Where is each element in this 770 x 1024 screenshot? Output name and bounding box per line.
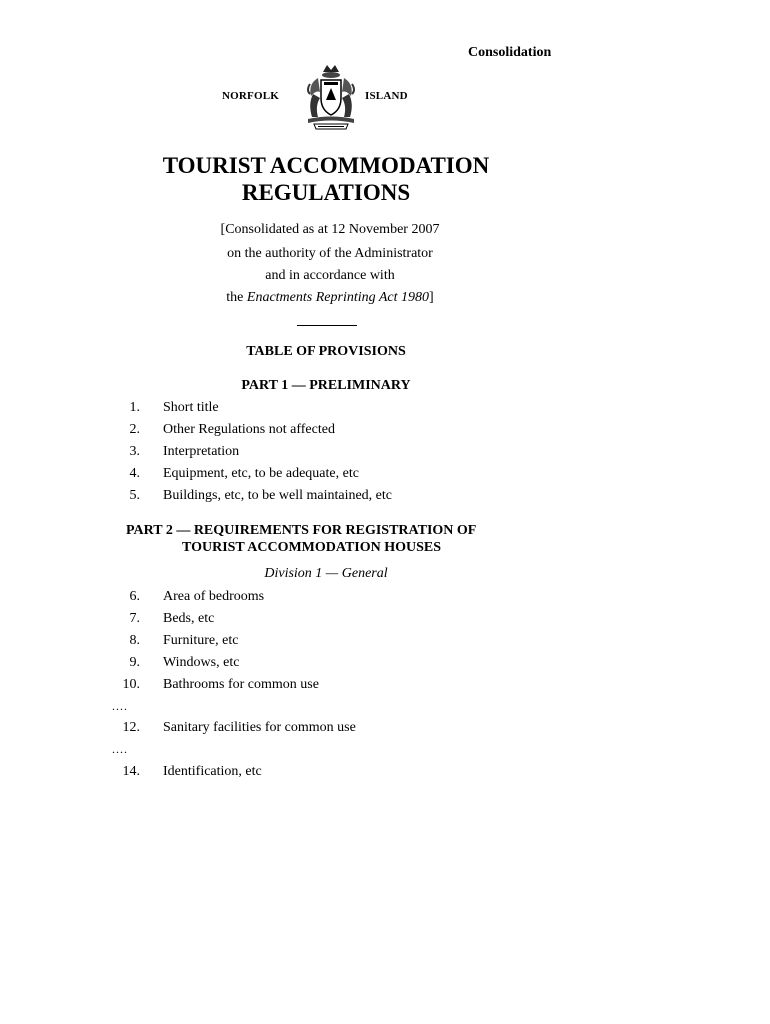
provision-heading: Beds, etc	[163, 611, 215, 626]
division-heading: Division 1 — General	[264, 566, 388, 581]
title-line-1: TOURIST ACCOMMODATION	[162, 153, 490, 178]
provision-row	[0, 655, 700, 675]
state-name-left: NORFOLK	[222, 90, 280, 102]
provision-row	[0, 589, 700, 609]
provision-heading: Identification, etc	[163, 764, 262, 779]
provision-row	[0, 677, 700, 697]
provision-number: 7.	[129, 611, 140, 626]
consolidation-note-line-1: [Consolidated as at 12 November 2007	[220, 222, 440, 237]
consolidation-label: Consolidation	[468, 45, 552, 60]
provision-number: 6.	[129, 589, 140, 604]
provision-number: 1.	[129, 400, 140, 415]
part-2-heading-line-2: TOURIST ACCOMMODATION HOUSES	[182, 540, 442, 555]
consolidation-note-line-2: on the authority of the Administrator	[227, 246, 433, 261]
title-line-2: REGULATIONS	[241, 180, 411, 205]
provision-heading: Bathrooms for common use	[163, 677, 319, 692]
provision-heading: Furniture, etc	[163, 633, 239, 648]
provision-number: 5.	[129, 488, 140, 503]
provision-number: 9.	[129, 655, 140, 670]
omitted-provisions-marker: ....	[112, 699, 128, 713]
provision-heading: Sanitary facilities for common use	[163, 720, 356, 735]
provision-heading: Buildings, etc, to be well maintained, etc	[163, 488, 392, 503]
coat-of-arms-icon	[296, 62, 366, 132]
provision-row	[0, 764, 700, 784]
part-2-heading-line-1: PART 2 — REQUIREMENTS FOR REGISTRATION OF	[126, 523, 477, 538]
provision-row	[0, 488, 700, 508]
provision-heading: Area of bedrooms	[163, 589, 265, 604]
part-1-heading: PART 1 — PRELIMINARY	[241, 378, 411, 393]
section-divider	[297, 325, 357, 326]
provision-number: 8.	[129, 633, 140, 648]
provision-row	[0, 400, 700, 420]
provision-heading: Interpretation	[163, 444, 240, 459]
provision-row	[0, 633, 700, 653]
provision-number: 12.	[122, 720, 140, 735]
provision-number: 3.	[129, 444, 140, 459]
provision-number: 10.	[122, 677, 140, 692]
provision-heading: Other Regulations not affected	[163, 422, 335, 437]
provision-heading: Short title	[163, 400, 219, 415]
toc-heading: TABLE OF PROVISIONS	[246, 344, 406, 359]
provision-number: 14.	[122, 764, 140, 779]
state-name-right: ISLAND	[365, 90, 408, 102]
consolidation-note-line-3: and in accordance with	[265, 268, 395, 283]
provision-row	[0, 422, 700, 442]
omitted-provisions-marker: ....	[112, 742, 128, 756]
part-2-heading	[126, 522, 566, 556]
provision-heading: Windows, etc	[163, 655, 240, 670]
provision-row	[0, 466, 700, 486]
act-prefix: the	[226, 290, 247, 305]
provision-number: 2.	[129, 422, 140, 437]
document-title	[120, 152, 532, 206]
provision-row	[0, 611, 700, 631]
provision-row	[0, 720, 700, 740]
provision-row	[0, 444, 700, 464]
provision-heading: Equipment, etc, to be adequate, etc	[163, 466, 359, 481]
provision-number: 4.	[129, 466, 140, 481]
act-name: Enactments Reprinting Act 1980	[246, 290, 430, 305]
act-suffix: ]	[429, 290, 434, 305]
consolidation-note-line-4	[160, 290, 500, 306]
